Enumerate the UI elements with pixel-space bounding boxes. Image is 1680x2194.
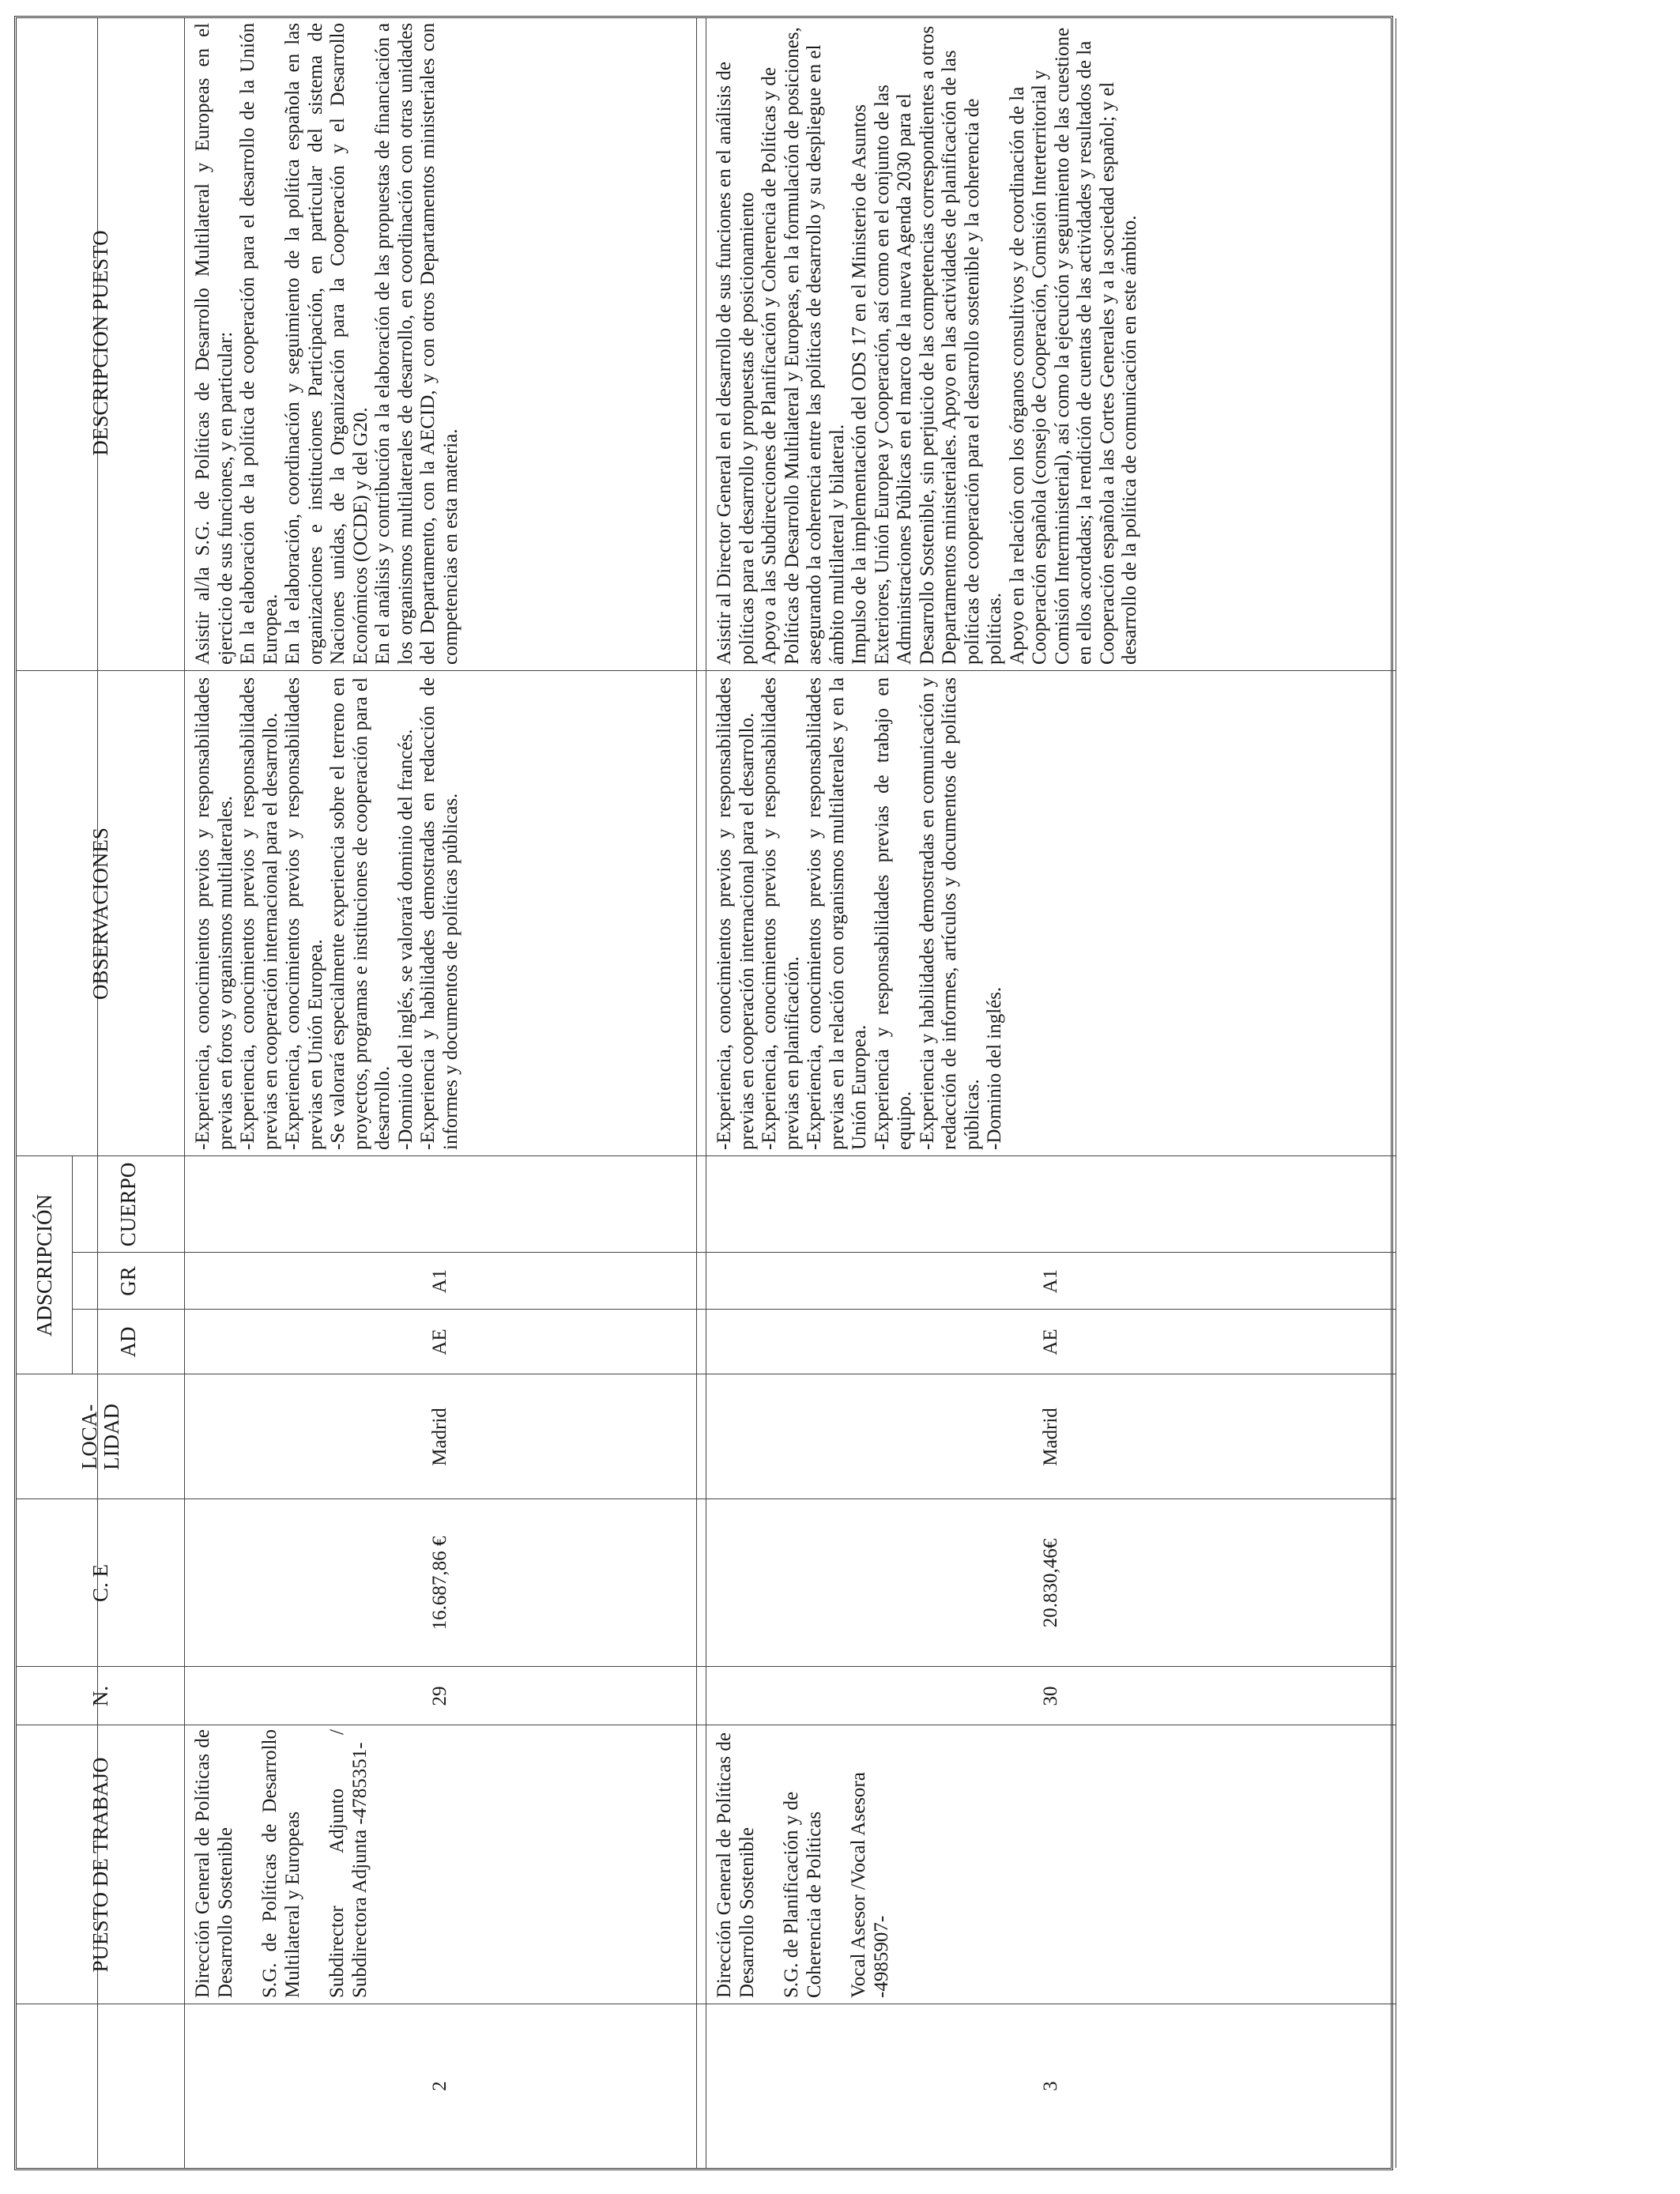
ce-cell: 20.830,46€: [1039, 1538, 1061, 1628]
row-number: 3: [1039, 2081, 1061, 2091]
ad-cell: AE: [429, 1329, 450, 1355]
header-cuerpo: CUERPO: [115, 1162, 140, 1247]
nivel-cell: 29: [429, 1686, 450, 1706]
observaciones-cell: [714, 677, 1389, 1150]
direccion-text: Dirección General de Políticas de Desarrollo Sostenible: [714, 1732, 758, 1998]
descripcion-item: En la elaboración de la política de cooperación para el desarrollo de la Unión Europea.: [237, 23, 281, 665]
descripcion-item: En la elaboración, coordinación y seguimiento de la política española en las organizaciones e instituciones Participación, en particular del sistema de Naciones unidas, de la Organización para la Cooperación y el Desarrollo Económicos (OCDE) y del G20.: [282, 23, 371, 665]
observacion-item: -Experiencia y habilidades demostradas en comunicación y redacción de informes, artículos y documentos de políticas públicas.: [916, 677, 983, 1150]
header-descripcion: DESCRIPCION PUESTO: [88, 230, 112, 456]
descripcion-item: Impulso de la implementación del ODS 17 en el Ministerio de Asuntos Exteriores, Unión Europea y Cooperación, así como en el conjunto de las Administraciones Públicas en el marco de la nueva Agenda 2030 para el Desarrollo Sostenible, sin perjuicio de las competencias correspondientes a otros Departamentos ministeriales. Apoyo en las actividades de planificación de las políticas de cooperación para el desarrollo sostenible y la coherencia de políticas.: [849, 25, 1005, 665]
header-puesto: PUESTO DE TRABAJO: [88, 1757, 112, 1973]
row-number: 2: [429, 2081, 450, 2091]
ce-cell: 16.687,86 €: [429, 1536, 450, 1630]
header-n: N.: [88, 1685, 112, 1707]
header-localidad: LOCA- LIDAD: [77, 1404, 123, 1470]
nivel-cell: 30: [1039, 1686, 1061, 1706]
ad-cell: AE: [1039, 1329, 1061, 1355]
descripcion-item: Asistir al Director General en el desarrollo de sus funciones en el análisis de políticas para el desarrollo y propuestas de posicionamiento: [714, 62, 758, 665]
positions-table: [14, 16, 1393, 2170]
localidad-cell: Madrid: [429, 1408, 450, 1466]
puesto-cell: [192, 1729, 690, 1998]
header-gr: GR: [115, 1266, 140, 1296]
observacion-item: -Experiencia, conocimientos previos y responsabilidades previas en la relación con organismos multilaterales y en la Unión Europea.: [804, 677, 870, 1150]
header-adscripcion: ADSCRIPCIÓN: [32, 1193, 56, 1337]
puesto-text: Vocal Asesor /Vocal Asesora -4985907-: [848, 1772, 892, 1998]
header-ad: AD: [115, 1326, 140, 1358]
descripcion-cell: [192, 23, 691, 665]
observaciones-cell: [192, 677, 691, 1150]
observacion-item: -Experiencia y habilidades demostradas en redacción de informes y documentos de políticas públicas.: [417, 677, 461, 1150]
puesto-cell: [714, 1729, 1389, 1998]
descripcion-cell: [714, 23, 1389, 665]
gr-cell: A1: [1039, 1269, 1061, 1294]
descripcion-item: Apoyo en la relación con los órganos consultivos y de coordinación de la Cooperación española (consejo de Cooperación, Comisión Interterritorial y Comisión Interministerial), así como la ejecución y seguimiento de las cuestione en ellos acordadas; la rendición de cuentas de las actividades y resultados de la Cooperación española a las Cortes Generales y a la sociedad español; y el desarrollo de la política de comunicación en este ámbito.: [1006, 27, 1140, 665]
subdireccion-text: S.G. de Planificación y de Coherencia de Políticas: [781, 1791, 825, 1998]
localidad-cell: Madrid: [1039, 1408, 1061, 1466]
puesto-text: Subdirector Adjunto / Subdirectora Adjunta -4785351-: [326, 1729, 371, 1998]
gr-cell: A1: [429, 1269, 450, 1294]
header-observaciones: OBSERVACIONES: [88, 827, 112, 1000]
subdireccion-text: S.G. de Políticas de Desarrollo Multilateral y Europeas: [259, 1729, 303, 1998]
observacion-item: -Experiencia, conocimientos previos y responsabilidades previas en cooperación internacional para el desarrollo.: [237, 677, 281, 1150]
descripcion-item: Apoyo a las Subdirecciones de Planificación y Coherencia de Políticas y de Políticas de Desarrollo Multilateral y Europeas, en la formulación de posiciones, asegurando la coherencia entre las políticas de desarrollo y su despliegue en el ámbito multilateral y bilateral.: [759, 27, 848, 665]
observacion-item: -Experiencia, conocimientos previos y responsabilidades previas en Unión Europea.: [282, 677, 326, 1150]
descripcion-item: En el análisis y contribución a la elaboración de las propuestas de financiación a los organismos multilaterales de desarrollo, en coordinación con otras unidades del Departamento, con la AECID, y con otros Departamentos ministeriales con competencias en esta materia.: [372, 23, 461, 665]
observacion-item: -Se valorará especialmente experiencia sobre el terreno en proyectos, programas e instituciones de cooperación para el desarrollo.: [327, 677, 394, 1150]
observacion-item: -Experiencia y responsabilidades previas de trabajo en equipo.: [871, 677, 915, 1150]
observacion-item: -Experiencia, conocimientos previos y responsabilidades previas en foros y organismos multilaterales.: [192, 677, 236, 1150]
descripcion-item: Asistir al/la S.G. de Políticas de Desarrollo Multilateral y Europeas en el ejercicio de sus funciones, y en particular:: [192, 23, 236, 665]
cuerpo-cell: [706, 1156, 1396, 1253]
observacion-item: -Dominio del inglés, se valorará dominio del francés.: [394, 729, 416, 1150]
cuerpo-cell: [184, 1156, 696, 1253]
observacion-item: -Experiencia, conocimientos previos y responsabilidades previas en cooperación internacional para el desarrollo.: [714, 677, 758, 1150]
direccion-text: Dirección General de Políticas de Desarrollo Sostenible: [192, 1729, 236, 1998]
observacion-item: -Dominio del inglés.: [984, 986, 1005, 1150]
header-ce: C. E: [88, 1564, 112, 1603]
observacion-item: -Experiencia, conocimientos previos y responsabilidades previas en planificación.: [759, 677, 803, 1150]
